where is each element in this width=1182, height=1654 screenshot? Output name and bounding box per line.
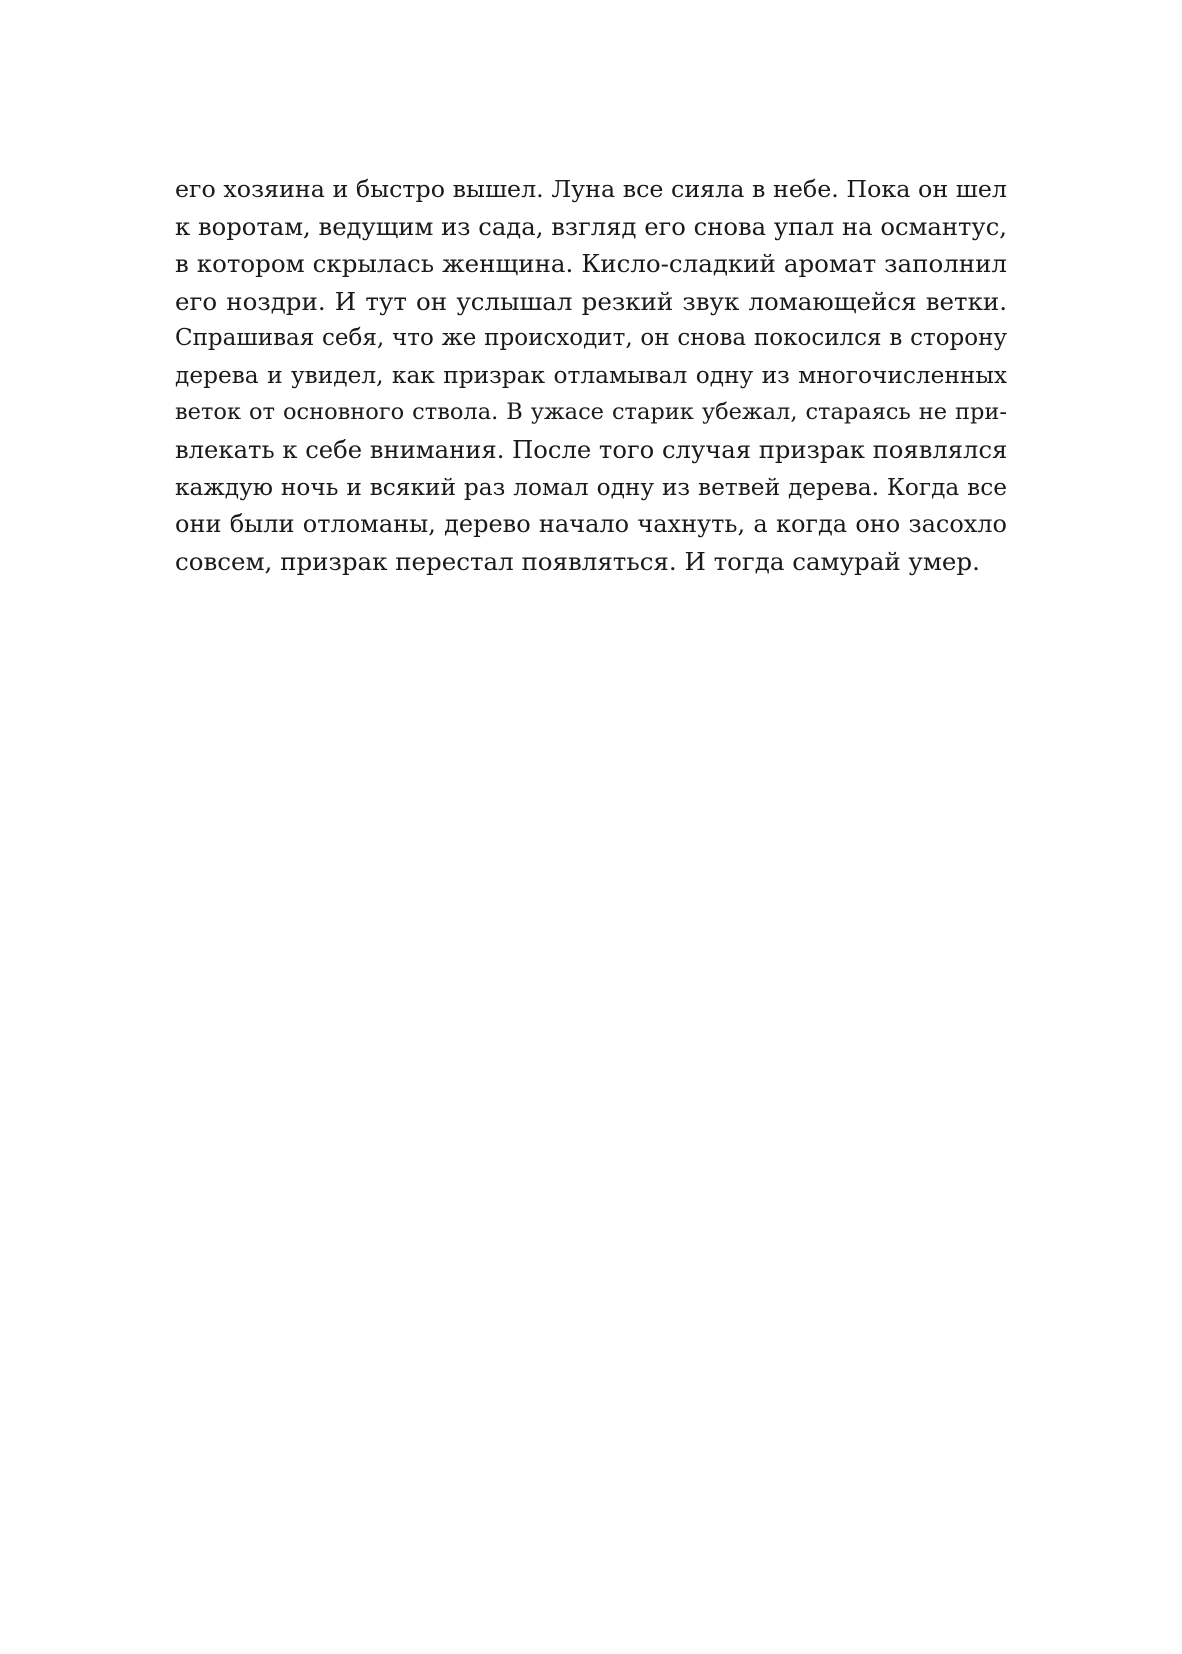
text-line: к воротам, ведущим из сада, взгляд его снова упал на османтус, [175, 212, 1007, 242]
text-line: Спрашивая себя, что же происходит, он снова покосился в сторону [175, 324, 1007, 351]
text-line: влекать к себе внимания. После того случая призрак появлялся [175, 435, 1007, 465]
text-line: в котором скрылась женщина. Кисло-сладкий аромат заполнил [175, 249, 1007, 279]
text-line: его хозяина и быстро вышел. Луна все сияла в небе. Пока он шел [175, 175, 1007, 203]
text-line: они были отломаны, дерево начало чахнуть, а когда оно засохло [175, 509, 1007, 538]
text-line: веток от основного ствола. В ужасе старик убежал, стараясь не при- [175, 399, 1007, 426]
text-line: каждую ночь и всякий раз ломал одну из ветвей дерева. Когда все [175, 473, 1007, 501]
text-line: совсем, призрак перестал появляться. И тогда самурай умер. [175, 546, 980, 576]
text-line: дерева и увидел, как призрак отламывал одну из многочисленных [175, 361, 1007, 389]
text-line: его ноздри. И тут он услышал резкий звук ломающейся ветки. [175, 286, 1007, 316]
body-paragraph [175, 171, 1007, 580]
